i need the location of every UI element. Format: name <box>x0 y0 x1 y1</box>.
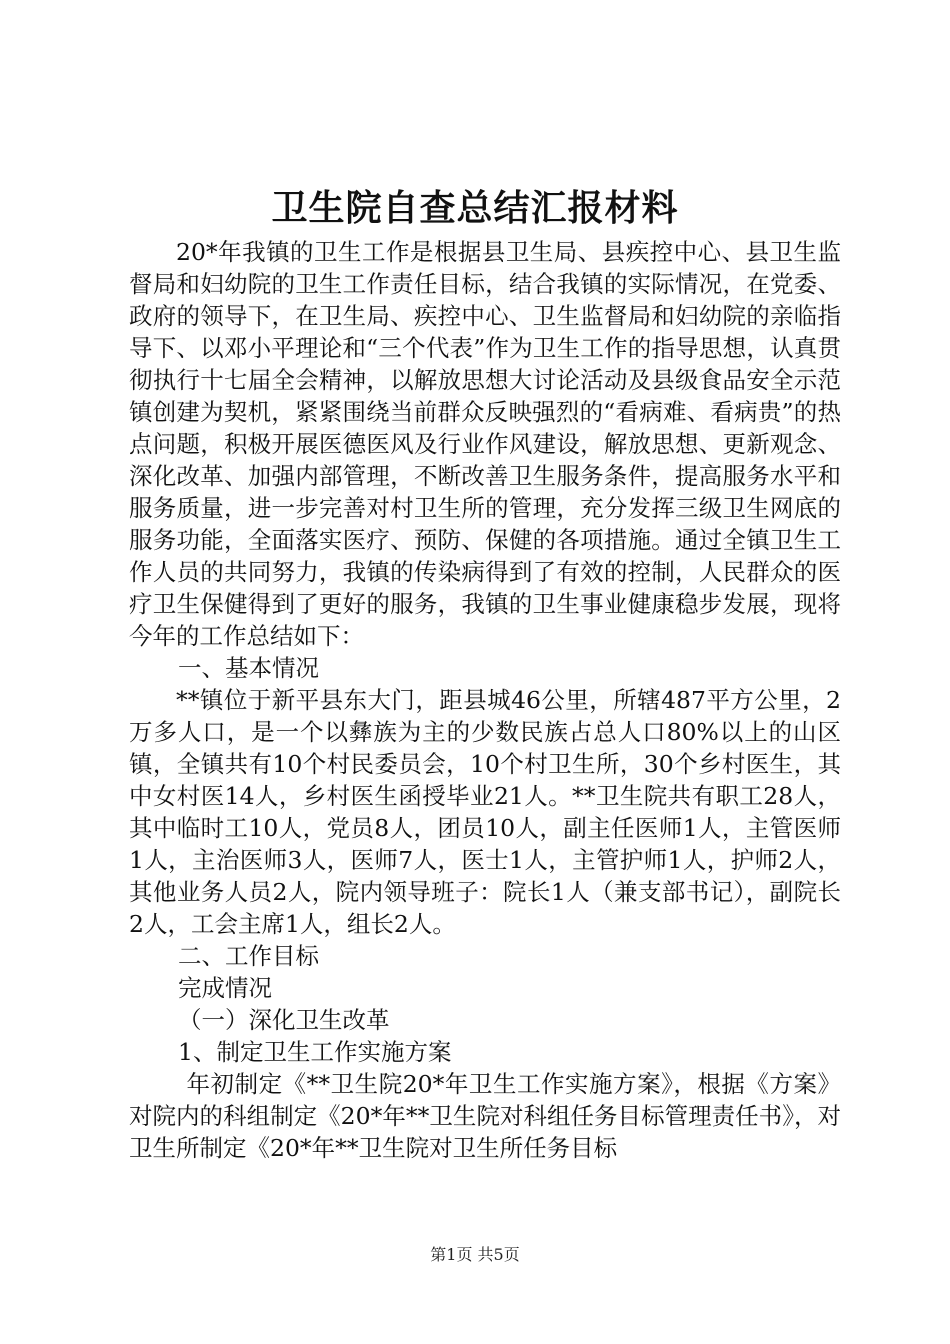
plan-paragraph: 年初制定《**卫生院20*年卫生工作实施方案》，根据《方案》对院内的科组制定《20*年**卫生院对科组任务目标管理责任书》，对卫生所制定《20*年**卫生院对卫生所任务目标 <box>129 1070 841 1162</box>
document-body <box>129 236 841 1164</box>
subheading-reform: （一）深化卫生改革 <box>178 1006 390 1034</box>
subheading-completion: 完成情况 <box>178 974 272 1002</box>
page-footer: 第1页 共5页 <box>430 1245 520 1264</box>
intro-paragraph: 20*年我镇的卫生工作是根据县卫生局、县疾控中心、县卫生监督局和妇幼院的卫生工作责任目标，结合我镇的实际情况，在党委、政府的领导下，在卫生局、疾控中心、卫生监督局和妇幼院的亲临指导下、以邓小平理论和“三个代表”作为卫生工作的指导思想，认真贯彻执行十七届全会精神，以解放思想大讨论活动及县级食品安全示范镇创建为契机，紧紧围绕当前群众反映强烈的“看病难、看病贵”的热点问题，积极开展医德医风及行业作风建设，解放思想、更新观念、深化改革、加强内部管理，不断改善卫生服务条件，提高服务水平和服务质量，进一步完善对村卫生所的管理，充分发挥三级卫生网底的服务功能，全面落实医疗、预防、保健的各项措施。通过全镇卫生工作人员的共同努力，我镇的传染病得到了有效的控制，人民群众的医疗卫生保健得到了更好的服务，我镇的卫生事业健康稳步发展，现将今年的工作总结如下： <box>129 238 841 650</box>
section-heading-goals: 二、工作目标 <box>178 942 319 970</box>
subheading-plan: 1、制定卫生工作实施方案 <box>178 1038 452 1066</box>
basic-info-paragraph: **镇位于新平县东大门，距县城46公里，所辖487平方公里，2万多人口，是一个以彝族为主的少数民族占总人口80%以上的山区镇，全镇共有10个村民委员会，10个村卫生所，30个乡村医生，其中女村医14人，乡村医生函授毕业21人。**卫生院共有职工28人，其中临时工10人，党员8人，团员10人，副主任医师1人，主管医师1人，主治医师3人，医师7人，医士1人，主管护师1人，护师2人，其他业务人员2人，院内领导班子：院长1人（兼支部书记），副院长2人，工会主席1人，组长2人。 <box>129 686 841 938</box>
document-title: 卫生院自查总结汇报材料 <box>271 187 679 229</box>
section-heading-basic: 一、基本情况 <box>178 654 319 682</box>
